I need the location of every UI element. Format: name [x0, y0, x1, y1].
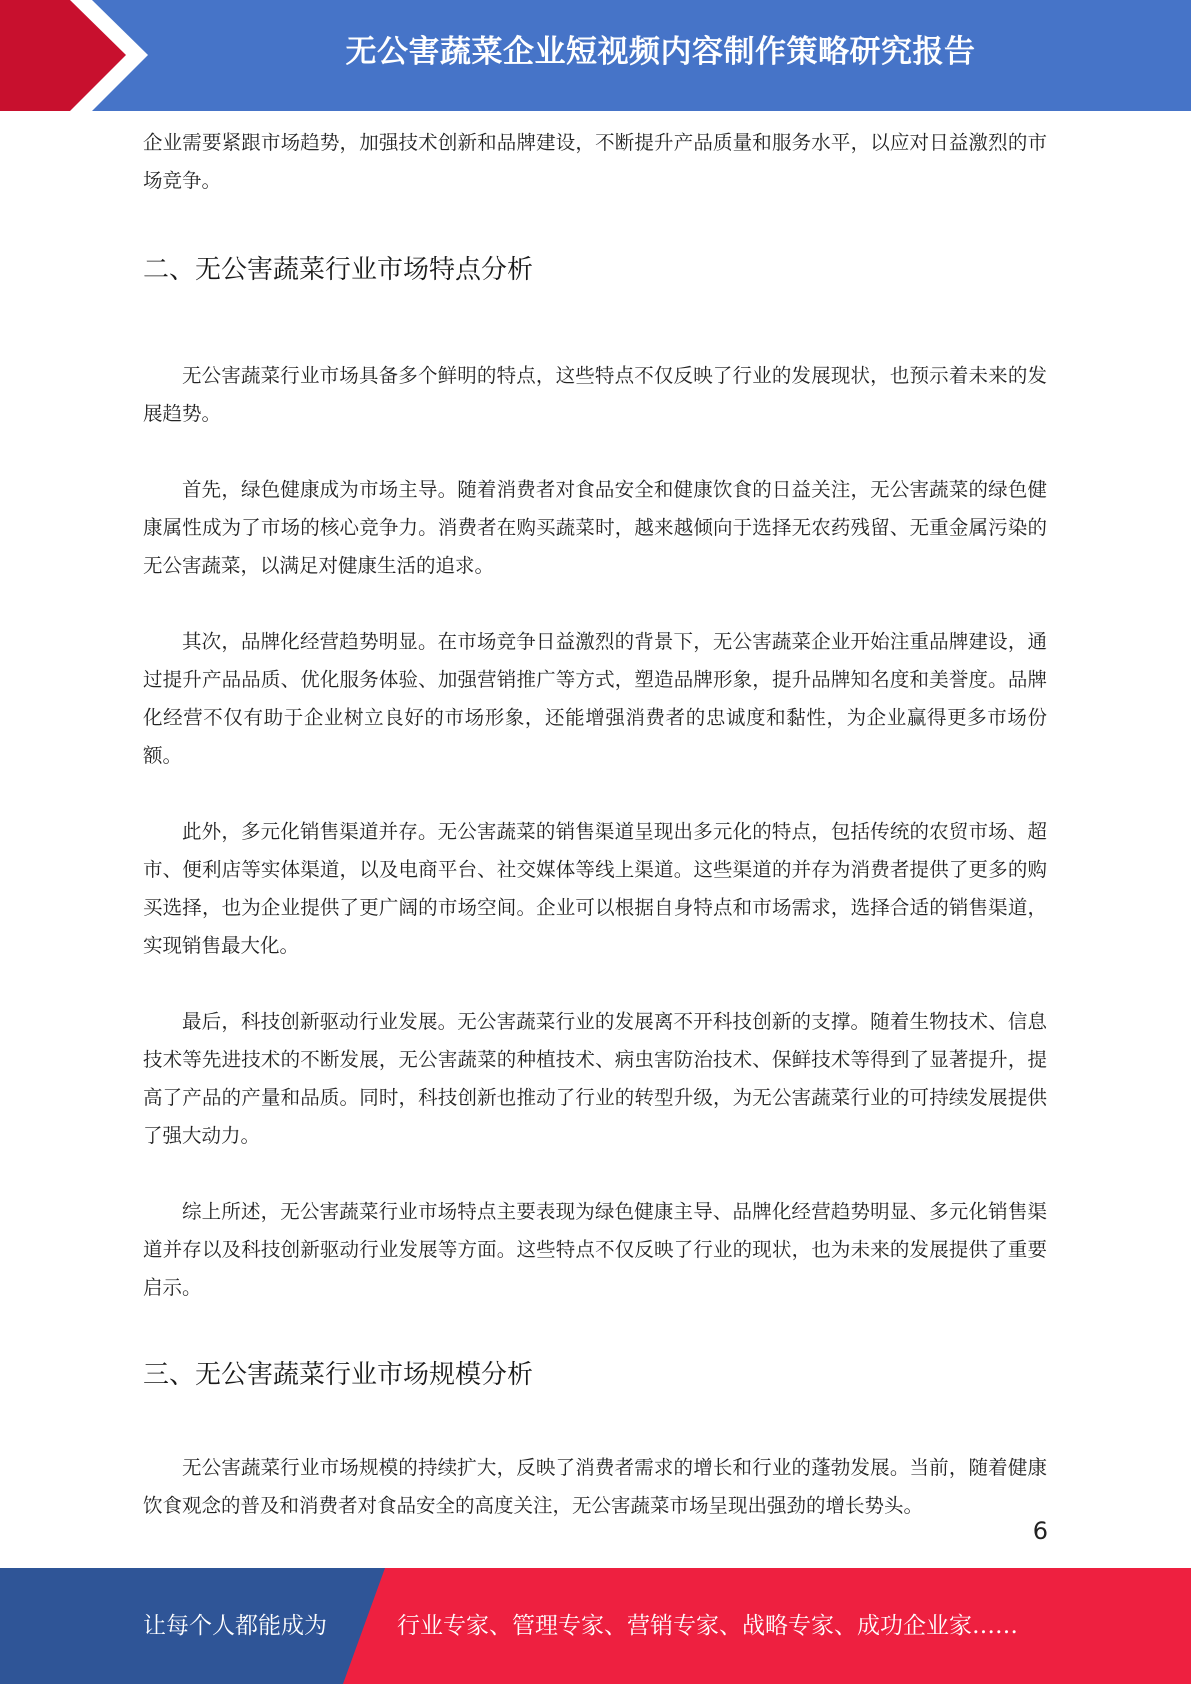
- page-content: [143, 124, 1047, 1525]
- paragraph: 无公害蔬菜行业市场具备多个鲜明的特点，这些特点不仅反映了行业的发展现状，也预示着未来的发展趋势。: [143, 364, 1047, 425]
- paragraph: 无公害蔬菜行业市场规模的持续扩大，反映了消费者需求的增长和行业的蓬勃发展。当前，随着健康饮食观念的普及和消费者对食品安全的高度关注，无公害蔬菜市场呈现出强劲的增长势头。: [143, 1456, 1047, 1517]
- page-header: [0, 0, 1191, 111]
- document-title: 无公害蔬菜企业短视频内容制作策略研究报告: [345, 34, 976, 70]
- page-footer: [0, 1568, 1191, 1684]
- footer-slogan-right: 行业专家、管理专家、营销专家、战略专家、成功企业家……: [397, 1613, 1018, 1639]
- paragraph: 首先，绿色健康成为市场主导。随着消费者对食品安全和健康饮食的日益关注，无公害蔬菜的绿色健康属性成为了市场的核心竞争力。消费者在购买蔬菜时，越来越倾向于选择无农药残留、无重金属污染的无公害蔬菜，以满足对健康生活的追求。: [143, 478, 1047, 577]
- paragraph: 综上所述，无公害蔬菜行业市场特点主要表现为绿色健康主导、品牌化经营趋势明显、多元化销售渠道并存以及科技创新驱动行业发展等方面。这些特点不仅反映了行业的现状，也为未来的发展提供了重要启示。: [143, 1200, 1047, 1299]
- paragraph: 其次，品牌化经营趋势明显。在市场竞争日益激烈的背景下，无公害蔬菜企业开始注重品牌建设，通过提升产品品质、优化服务体验、加强营销推广等方式，塑造品牌形象，提升品牌知名度和美誉度。品牌化经营不仅有助于企业树立良好的市场形象，还能增强消费者的忠诚度和黏性，为企业赢得更多市场份额。: [143, 630, 1047, 767]
- paragraph: 最后，科技创新驱动行业发展。无公害蔬菜行业的发展离不开科技创新的支撑。随着生物技术、信息技术等先进技术的不断发展，无公害蔬菜的种植技术、病虫害防治技术、保鲜技术等得到了显著提升，提高了产品的产量和品质。同时，科技创新也推动了行业的转型升级，为无公害蔬菜行业的可持续发展提供了强大动力。: [143, 1010, 1047, 1147]
- footer-slogan-left: 让每个人都能成为: [143, 1613, 327, 1639]
- section-heading-3: 三、无公害蔬菜行业市场规模分析: [143, 1360, 534, 1390]
- section-heading-2: 二、无公害蔬菜行业市场特点分析: [143, 255, 534, 285]
- page-number: 6: [1032, 1517, 1048, 1545]
- paragraph: 此外，多元化销售渠道并存。无公害蔬菜的销售渠道呈现出多元化的特点，包括传统的农贸市场、超市、便利店等实体渠道，以及电商平台、社交媒体等线上渠道。这些渠道的并存为消费者提供了更多的购买选择，也为企业提供了更广阔的市场空间。企业可以根据自身特点和市场需求，选择合适的销售渠道，实现销售最大化。: [143, 820, 1047, 957]
- paragraph-continued: 企业需要紧跟市场趋势，加强技术创新和品牌建设，不断提升产品质量和服务水平，以应对日益激烈的市场竞争。: [143, 131, 1047, 192]
